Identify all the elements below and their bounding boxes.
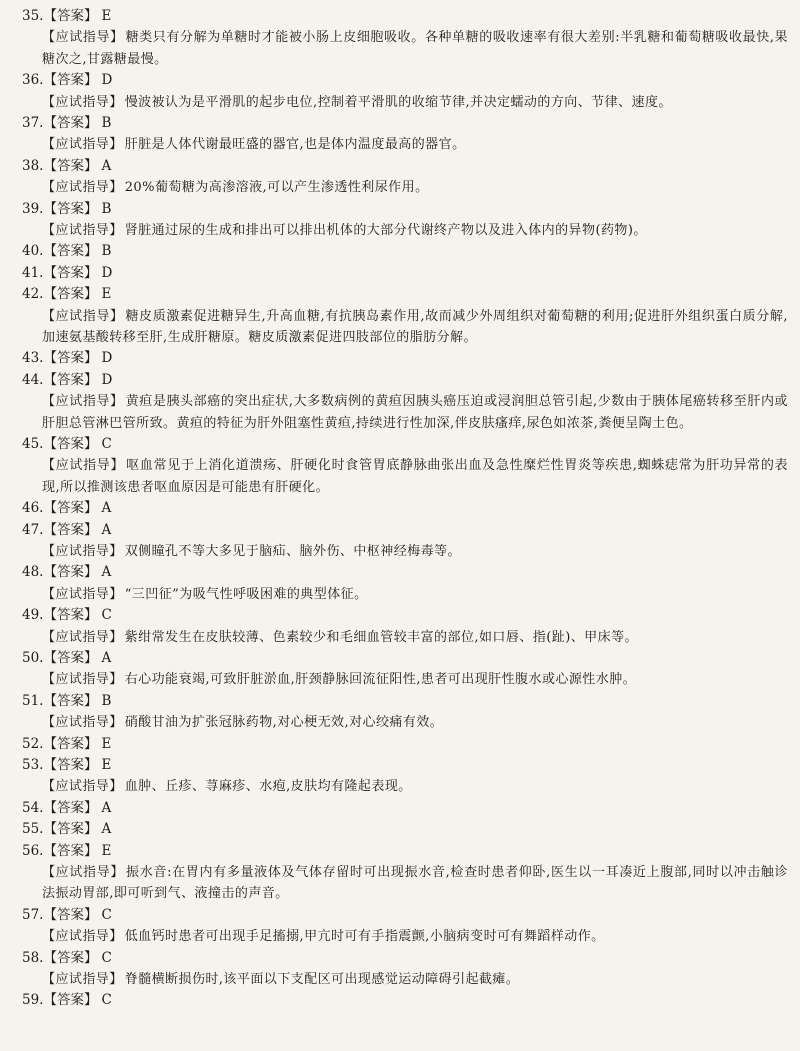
answer-letter: E: [101, 8, 112, 24]
question-number: 35.: [22, 8, 44, 24]
answer-label: 【答案】: [43, 649, 98, 666]
guide-label: 【应试指导】: [42, 180, 123, 196]
question-number: 59.: [22, 992, 44, 1009]
guide-text: 振水音:在胃内有多量液体及气体存留时可出现振水音,检查时患者仰卧,医生以一耳凑近上腹部,同时以冲击触诊法振动胃部,即可听到气、液撞击的声音。: [42, 864, 788, 902]
guide-label: 【应试指导】: [42, 308, 124, 324]
answer-line: [22, 691, 788, 712]
answer-line: [22, 520, 788, 541]
guide-label: 【应试指导】: [42, 586, 123, 602]
guide-label: 【应试指导】: [42, 629, 123, 645]
answer-label: 【答案】: [43, 435, 98, 452]
answer-entry: [22, 841, 788, 905]
answer-letter: B: [101, 692, 112, 709]
answer-letter: A: [101, 799, 112, 816]
answer-line: [22, 648, 788, 669]
answer-letter: C: [101, 906, 112, 923]
answer-line: [22, 434, 788, 455]
answer-line: [22, 6, 788, 27]
answer-entry: [22, 648, 788, 691]
answer-line: [22, 605, 788, 626]
guide-text: 20%葡萄糖为高渗溶液,可以产生渗透性利尿作用。: [124, 180, 429, 196]
answer-entry: [22, 70, 788, 113]
exam-guide: [26, 584, 788, 605]
guide-label: 【应试指导】: [42, 971, 123, 987]
answer-entry: [22, 605, 788, 648]
guide-text: 黄疸是胰头部癌的突出症状,大多数病例的黄疸因胰头癌压迫或浸润胆总管引起,少数由于胰体尾癌转移至肝内或肝胆总管淋巴管所致。黄疸的特征为肝外阻塞性黄疸,持续进行性加深,伴皮肤瘙痒,尿色如浓茶,粪便呈陶土色。: [42, 394, 789, 431]
guide-label: 【应试指导】: [42, 458, 125, 474]
exam-guide: [26, 220, 788, 241]
answer-entry: [22, 348, 788, 369]
exam-guide: [26, 306, 788, 349]
answer-letter: D: [101, 371, 113, 388]
guide-label: 【应试指导】: [42, 94, 123, 110]
answer-label: 【答案】: [43, 906, 98, 923]
answer-letter: C: [101, 435, 112, 452]
answer-line: [22, 948, 788, 969]
answer-line: [22, 562, 788, 583]
answer-entry: [22, 263, 788, 284]
guide-text: 肝脏是人体代谢最旺盛的器官,也是体内温度最高的器官。: [124, 137, 466, 153]
answer-label: 【答案】: [43, 521, 98, 538]
answer-line: [22, 348, 788, 369]
answer-line: [22, 70, 788, 91]
answer-entry: [22, 520, 788, 563]
answer-entry: [22, 562, 788, 605]
answer-line: [22, 284, 788, 305]
guide-text: “三凹征”为吸气性呼吸困难的典型体征。: [124, 586, 368, 602]
answer-line: [22, 199, 788, 220]
question-number: 56.: [22, 842, 44, 859]
question-number: 50.: [22, 649, 44, 666]
question-number: 39.: [22, 200, 44, 217]
answer-line: [22, 241, 788, 262]
exam-guide: [26, 27, 788, 70]
answer-entry: [22, 798, 788, 819]
guide-text: 呕血常见于上消化道溃疡、肝硬化时食管胃底静脉曲张出血及急性糜烂性胃炎等疾患,蜘蛛痣常为肝功异常的表现,所以推测该患者呕血原因是可能患有肝硬化。: [42, 458, 789, 495]
answer-label: 【答案】: [43, 564, 98, 581]
answer-line: [22, 990, 788, 1011]
answer-letter: C: [101, 949, 112, 966]
answer-label: 【答案】: [43, 735, 98, 752]
answer-label: 【答案】: [43, 500, 98, 517]
answer-label: 【答案】: [43, 842, 98, 859]
question-number: 42.: [22, 286, 44, 303]
guide-label: 【应试指导】: [42, 779, 123, 795]
guide-label: 【应试指导】: [42, 543, 123, 559]
guide-text: 肾脏通过尿的生成和排出可以排出机体的大部分代谢终产物以及进入体内的异物(药物)。: [124, 222, 647, 238]
question-number: 48.: [22, 564, 44, 581]
exam-guide: [26, 776, 788, 797]
answer-label: 【答案】: [43, 264, 98, 281]
answer-label: 【答案】: [43, 799, 98, 816]
answer-label: 【答案】: [43, 821, 98, 838]
answer-line: [22, 734, 788, 755]
guide-label: 【应试指导】: [42, 222, 123, 238]
guide-label: 【应试指导】: [42, 929, 123, 945]
exam-guide: [26, 455, 788, 498]
answer-letter: A: [101, 521, 112, 538]
answer-label: 【答案】: [43, 607, 98, 624]
guide-text: 紫绀常发生在皮肤较薄、色素较少和毛细血管较丰富的部位,如口唇、指(趾)、甲床等。: [124, 629, 638, 645]
guide-label: 【应试指导】: [42, 137, 123, 153]
guide-text: 慢波被认为是平滑肌的起步电位,控制着平滑肌的收缩节律,并决定蠕动的方向、节律、速度。: [124, 94, 672, 110]
question-number: 54.: [22, 799, 44, 816]
guide-text: 右心功能衰竭,可致肝脏淤血,肝颈静脉回流征阳性,患者可出现肝性腹水或心源性水肿。: [124, 672, 637, 688]
answer-entry: [22, 734, 788, 755]
exam-guide: [26, 969, 788, 990]
answer-entry: [22, 755, 788, 798]
guide-text: 双侧瞳孔不等大多见于脑疝、脑外伤、中枢神经梅毒等。: [124, 543, 461, 559]
answer-entry: [22, 691, 788, 734]
answer-label: 【答案】: [43, 243, 98, 260]
exam-guide: [26, 669, 788, 690]
question-number: 40.: [22, 243, 44, 260]
answer-letter: A: [101, 649, 112, 666]
answer-label: 【答案】: [43, 286, 98, 303]
question-number: 49.: [22, 607, 44, 624]
answer-letter: D: [101, 72, 113, 89]
answer-letter: E: [101, 756, 112, 773]
answer-entry: [22, 241, 788, 262]
exam-guide: [26, 627, 788, 648]
answer-line: [22, 156, 788, 177]
answer-line: [22, 905, 788, 926]
question-number: 53.: [22, 756, 44, 773]
guide-text: 脊髓横断损伤时,该平面以下支配区可出现感觉运动障碍引起截瘫。: [124, 971, 520, 987]
question-number: 58.: [22, 949, 44, 966]
answer-letter: D: [101, 264, 113, 281]
question-number: 45.: [22, 435, 44, 452]
answer-line: [22, 370, 788, 391]
answer-line: [22, 819, 788, 840]
answer-line: [22, 755, 788, 776]
answer-label: 【答案】: [43, 692, 98, 709]
answer-letter: B: [101, 115, 112, 131]
question-number: 52.: [22, 735, 44, 752]
answer-entry: [22, 284, 789, 348]
answer-label: 【答案】: [43, 115, 98, 131]
answer-label: 【答案】: [43, 350, 98, 367]
question-number: 41.: [22, 264, 44, 281]
answer-letter: D: [101, 350, 113, 367]
guide-text: 糖类只有分解为单糖时才能被小肠上皮细胞吸收。各种单糖的吸收速率有很大差别:半乳糖和葡萄糖吸收最快,果糖次之,甘露糖最慢。: [42, 30, 789, 67]
answer-label: 【答案】: [43, 992, 98, 1009]
guide-text: 糖皮质激素促进糖异生,升高血糖,有抗胰岛素作用,故而减少外周组织对葡萄糖的利用;促进肝外组织蛋白质分解,加速氨基酸转移至肝,生成肝糖原。糖皮质激素促进四肢部位的脂肪分解。: [42, 308, 789, 345]
answer-entry: [22, 434, 789, 498]
question-number: 43.: [22, 350, 44, 367]
question-number: 51.: [22, 692, 44, 709]
answer-letter: A: [101, 821, 112, 838]
answer-label: 【答案】: [43, 72, 98, 89]
answer-entry: [22, 6, 789, 70]
question-number: 38.: [22, 157, 44, 174]
question-number: 55.: [22, 821, 44, 838]
answer-entry: [22, 156, 788, 199]
guide-label: 【应试指导】: [42, 715, 123, 731]
question-number: 37.: [22, 115, 44, 131]
answer-letter: C: [101, 607, 112, 624]
answer-label: 【答案】: [43, 200, 98, 217]
answer-line: [22, 498, 788, 519]
answer-label: 【答案】: [43, 756, 98, 773]
exam-guide: [26, 541, 788, 562]
answer-label: 【答案】: [43, 8, 98, 24]
answer-entry: [22, 948, 788, 991]
answer-line: [22, 798, 788, 819]
answer-letter: A: [101, 157, 112, 174]
answer-line: [22, 841, 788, 862]
guide-text: 血肿、丘疹、荨麻疹、水疱,皮肤均有隆起表现。: [124, 779, 412, 795]
guide-label: 【应试指导】: [42, 30, 124, 46]
answer-letter: A: [101, 564, 112, 581]
answer-entry: [22, 199, 788, 242]
answer-line: [22, 263, 788, 284]
answer-entry: [22, 498, 788, 519]
answer-entry: [22, 370, 789, 434]
answer-entry: [22, 113, 788, 156]
guide-text: 低血钙时患者可出现手足搐搦,甲亢时可有手指震颤,小脑病变时可有舞蹈样动作。: [124, 929, 605, 945]
answer-entry: [22, 905, 788, 948]
exam-guide: [26, 391, 788, 434]
guide-label: 【应试指导】: [42, 672, 123, 688]
exam-guide: [26, 92, 788, 113]
answer-label: 【答案】: [43, 371, 98, 388]
exam-guide: [26, 712, 788, 733]
exam-guide: [26, 177, 788, 198]
exam-guide: [26, 134, 788, 155]
answer-line: [22, 113, 788, 134]
exam-guide: [26, 862, 788, 905]
guide-label: 【应试指导】: [42, 864, 125, 880]
answer-letter: A: [101, 500, 112, 517]
answer-letter: E: [101, 735, 112, 752]
answer-letter: E: [101, 286, 112, 303]
answer-letter: C: [101, 992, 112, 1009]
answer-letter: B: [101, 243, 112, 260]
answer-entry: [22, 990, 788, 1011]
guide-label: 【应试指导】: [42, 394, 124, 410]
question-number: 46.: [22, 500, 44, 517]
answer-label: 【答案】: [43, 949, 98, 966]
guide-text: 硝酸甘油为扩张冠脉药物,对心梗无效,对心绞痛有效。: [124, 715, 444, 731]
answer-label: 【答案】: [43, 157, 98, 174]
answer-letter: B: [101, 200, 112, 217]
question-number: 36.: [22, 72, 44, 89]
exam-guide: [26, 926, 788, 947]
question-number: 47.: [22, 521, 44, 538]
question-number: 57.: [22, 906, 44, 923]
question-number: 44.: [22, 371, 44, 388]
answer-letter: E: [101, 842, 112, 859]
answer-entry: [22, 819, 788, 840]
